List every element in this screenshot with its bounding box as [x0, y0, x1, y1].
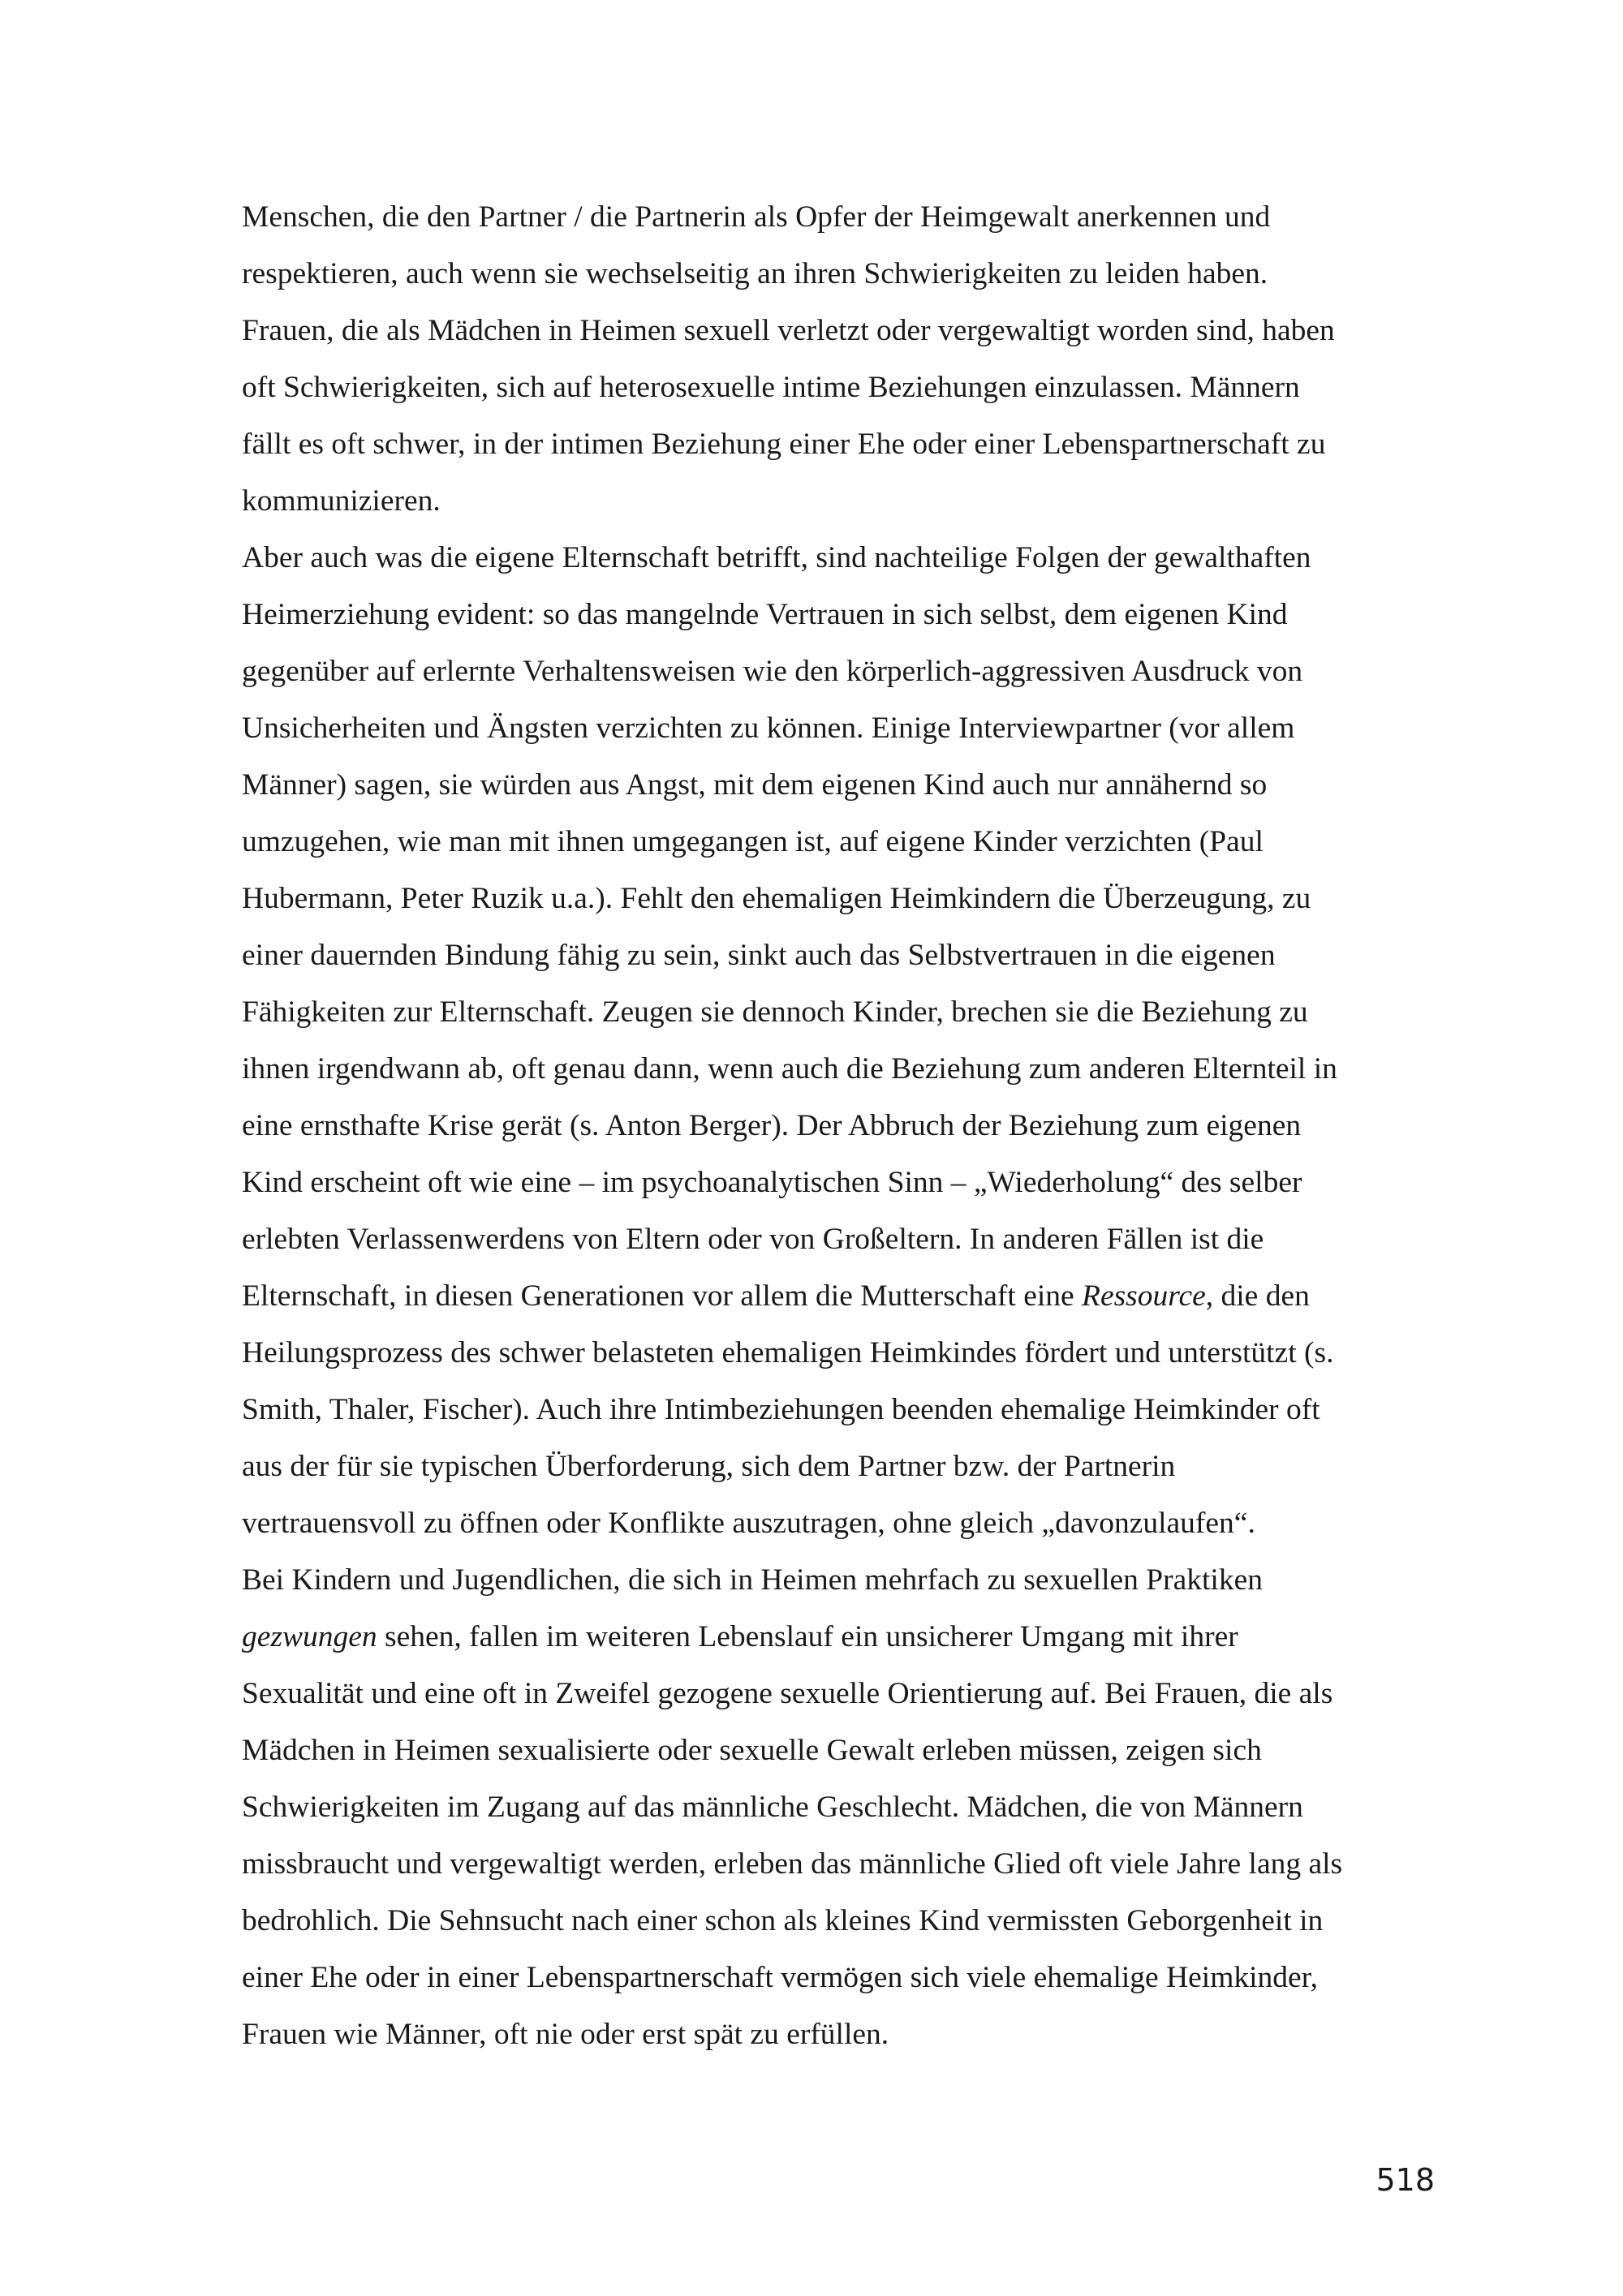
text-segment: Bei Kindern und Jugendlichen, die sich in Heimen mehrfach zu sexuellen Praktiken	[242, 1563, 1263, 1597]
text-line	[242, 643, 1444, 700]
text-line	[242, 1438, 1444, 1495]
text-segment: gegenüber auf erlernte Verhaltensweisen wie den körperlich-aggressiven Ausdruck von	[242, 655, 1303, 688]
text-segment: Aber auch was die eigene Elternschaft betrifft, sind nachteilige Folgen der gewalthaften	[242, 541, 1311, 574]
text-line	[242, 700, 1444, 757]
text-line	[242, 1495, 1444, 1552]
text-segment: Männer) sagen, sie würden aus Angst, mit dem eigenen Kind auch nur annähernd so	[242, 768, 1268, 802]
text-line	[242, 189, 1444, 246]
text-line	[242, 1950, 1444, 2006]
text-line	[242, 1552, 1444, 1609]
text-segment: respektieren, auch wenn sie wechselseitig an ihren Schwierigkeiten zu leiden haben.	[242, 257, 1268, 290]
text-segment: Elternschaft, in diesen Generationen vor allem die Mutterschaft eine	[242, 1279, 1083, 1313]
text-line	[242, 587, 1444, 643]
text-line	[242, 416, 1444, 473]
text-segment: missbraucht und vergewaltigt werden, erleben das männliche Glied oft viele Jahre lang als	[242, 1847, 1343, 1881]
text-segment: Unsicherheiten und Ängsten verzichten zu können. Einige Interviewpartner (vor allem	[242, 712, 1295, 745]
text-segment: eine ernsthafte Krise gerät (s. Anton Berger). Der Abbruch der Beziehung zum eigenen	[242, 1109, 1302, 1142]
text-segment: Hubermann, Peter Ruzik u.a.). Fehlt den ehemaligen Heimkindern die Überzeugung, zu	[242, 882, 1311, 915]
text-line	[242, 1722, 1444, 1779]
text-segment: ihnen irgendwann ab, oft genau dann, wenn auch die Beziehung zum anderen Elternteil in	[242, 1052, 1337, 1086]
text-segment: , die den	[1205, 1279, 1310, 1313]
text-line	[242, 871, 1444, 927]
text-line	[242, 1325, 1444, 1382]
text-segment: Smith, Thaler, Fischer). Auch ihre Intimbeziehungen beenden ehemalige Heimkinder oft	[242, 1393, 1320, 1426]
text-line	[242, 1041, 1444, 1098]
italic-text-segment: Ressource	[1082, 1279, 1206, 1313]
text-line	[242, 246, 1444, 303]
text-segment: oft Schwierigkeiten, sich auf heterosexuelle intime Beziehungen einzulassen. Männern	[242, 371, 1300, 404]
text-line	[242, 1893, 1444, 1950]
text-segment: Sexualität und eine oft in Zweifel gezogene sexuelle Orientierung auf. Bei Frauen, die als	[242, 1677, 1333, 1710]
text-line	[242, 1154, 1444, 1211]
text-line	[242, 984, 1444, 1041]
text-segment: umzugehen, wie man mit ihnen umgegangen ist, auf eigene Kinder verzichten (Paul	[242, 825, 1264, 858]
text-segment: kommunizieren.	[242, 484, 441, 518]
page-number: 518	[1375, 2162, 1435, 2198]
text-segment: Schwierigkeiten im Zugang auf das männliche Geschlecht. Mädchen, die von Männern	[242, 1791, 1303, 1824]
text-line	[242, 927, 1444, 984]
text-segment: bedrohlich. Die Sehnsucht nach einer schon als kleines Kind vermissten Geborgenheit in	[242, 1904, 1324, 1937]
text-line	[242, 359, 1444, 416]
text-segment: Fähigkeiten zur Elternschaft. Zeugen sie dennoch Kinder, brechen sie die Beziehung zu	[242, 995, 1308, 1029]
text-line	[242, 530, 1444, 587]
text-line	[242, 1098, 1444, 1154]
text-line	[242, 1268, 1444, 1325]
text-segment: Kind erscheint oft wie eine – im psychoanalytischen Sinn – „Wiederholung“ des selber	[242, 1166, 1302, 1199]
text-line	[242, 1211, 1444, 1268]
text-segment: einer dauernden Bindung fähig zu sein, sinkt auch das Selbstvertrauen in die eigenen	[242, 939, 1276, 972]
body-text	[242, 189, 1444, 2063]
text-line	[242, 1609, 1444, 1666]
text-segment: aus der für sie typischen Überforderung, sich dem Partner bzw. der Partnerin	[242, 1450, 1176, 1483]
text-line	[242, 814, 1444, 871]
text-line	[242, 757, 1444, 814]
text-segment: Frauen wie Männer, oft nie oder erst spät zu erfüllen.	[242, 2018, 889, 2051]
text-segment: Mädchen in Heimen sexualisierte oder sexuelle Gewalt erleben müssen, zeigen sich	[242, 1734, 1262, 1767]
text-segment: Heimerziehung evident: so das mangelnde Vertrauen in sich selbst, dem eigenen Kind	[242, 598, 1288, 631]
text-line	[242, 303, 1444, 359]
text-line	[242, 2006, 1444, 2063]
text-segment: vertrauensvoll zu öffnen oder Konflikte auszutragen, ohne gleich „davonzulaufen“.	[242, 1507, 1255, 1540]
italic-text-segment: gezwungen	[242, 1620, 377, 1653]
text-line	[242, 473, 1444, 530]
text-segment: Heilungsprozess des schwer belasteten ehemaligen Heimkindes fördert und unterstützt (s.	[242, 1336, 1334, 1369]
text-line	[242, 1382, 1444, 1438]
text-line	[242, 1836, 1444, 1893]
text-segment: sehen, fallen im weiteren Lebenslauf ein unsicherer Umgang mit ihrer	[377, 1620, 1238, 1653]
text-segment: Frauen, die als Mädchen in Heimen sexuell verletzt oder vergewaltigt worden sind, haben	[242, 314, 1335, 347]
text-line	[242, 1666, 1444, 1722]
text-segment: Menschen, die den Partner / die Partnerin als Opfer der Heimgewalt anerkennen und	[242, 200, 1271, 234]
text-segment: einer Ehe oder in einer Lebenspartnerschaft vermögen sich viele ehemalige Heimkinder,	[242, 1961, 1319, 1994]
text-segment: fällt es oft schwer, in der intimen Beziehung einer Ehe oder einer Lebenspartnerschaft zu	[242, 428, 1326, 461]
text-segment: erlebten Verlassenwerdens von Eltern oder von Großeltern. In anderen Fällen ist die	[242, 1223, 1264, 1256]
text-line	[242, 1779, 1444, 1836]
